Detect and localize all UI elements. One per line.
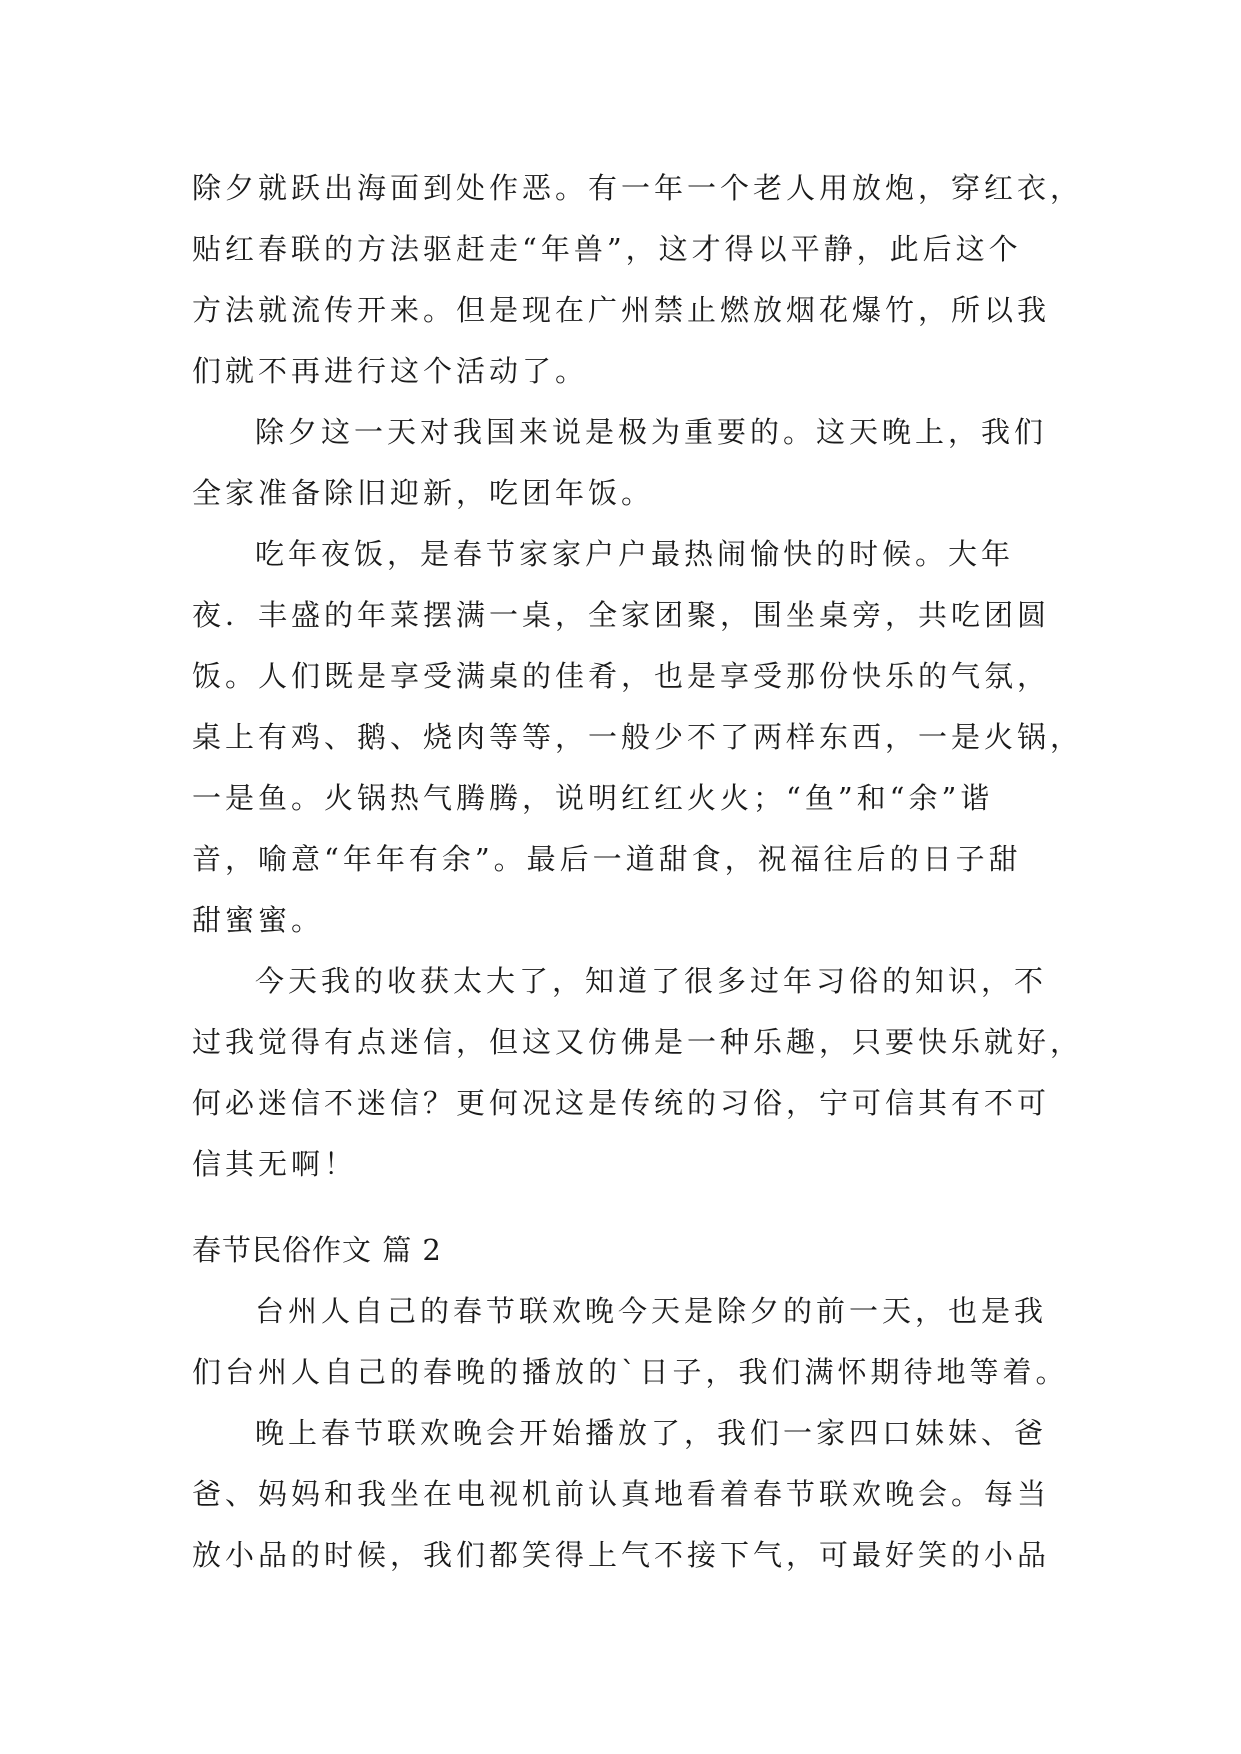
text-line: 放小品的时候，我们都笑得上气不接下气，可最好笑的小品 (192, 1538, 1051, 1572)
paragraph (192, 524, 1084, 951)
paragraph (192, 158, 1084, 402)
text-line: 除夕就跃出海面到处作恶。有一年一个老人用放炮，穿红衣， (192, 171, 1084, 205)
text-line: 音，喻意“年年有余”。最后一道甜食，祝福往后的日子甜 (192, 842, 1022, 876)
text-line: 台州人自己的春节联欢晚今天是除夕的前一天，也是我 (255, 1294, 1048, 1328)
text-line: 爸、妈妈和我坐在电视机前认真地看着春节联欢晚会。每当 (192, 1477, 1051, 1511)
text-line: 晚上春节联欢晚会开始播放了，我们一家四口妹妹、爸 (255, 1416, 1048, 1450)
section-gap (192, 1195, 1072, 1220)
text-line: 今天我的收获太大了，知道了很多过年习俗的知识，不 (255, 964, 1048, 998)
text-line: 全家准备除旧迎新，吃团年饭。 (192, 476, 655, 510)
text-line: 甜蜜蜜。 (192, 903, 325, 937)
text-line: 们台州人自己的春晚的播放的`日子，我们满怀期待地等着。 (192, 1355, 1069, 1389)
text-line: 何必迷信不迷信？更何况这是传统的习俗，宁可信其有不可 (192, 1086, 1051, 1120)
text-line: 夜．丰盛的年菜摆满一桌，全家团聚，围坐桌旁，共吃团圆 (192, 598, 1051, 632)
text-line: 方法就流传开来。但是现在广州禁止燃放烟花爆竹，所以我 (192, 293, 1051, 327)
text-line: 除夕这一天对我国来说是极为重要的。这天晚上，我们 (255, 415, 1048, 449)
text-line: 过我觉得有点迷信，但这又仿佛是一种乐趣，只要快乐就好， (192, 1025, 1084, 1059)
paragraph (192, 402, 1072, 524)
document-body (192, 158, 1084, 1586)
paragraph (192, 951, 1084, 1195)
text-line: 桌上有鸡、鹅、烧肉等等，一般少不了两样东西，一是火锅， (192, 720, 1084, 754)
paragraph (192, 1403, 1072, 1586)
section-heading: 春节民俗作文 篇 2 (192, 1233, 442, 1267)
text-line: 信其无啊！ (192, 1147, 358, 1181)
text-line: 饭。人们既是享受满桌的佳肴，也是享受那份快乐的气氛， (192, 659, 1051, 693)
text-line: 一是鱼。火锅热气腾腾，说明红红火火；“鱼”和“余”谐 (192, 781, 994, 815)
text-line: 吃年夜饭，是春节家家户户最热闹愉快的时候。大年 (255, 537, 1015, 571)
paragraph (192, 1281, 1072, 1403)
text-line: 们就不再进行这个活动了。 (192, 354, 589, 388)
text-line: 贴红春联的方法驱赶走“年兽”，这才得以平静，此后这个 (192, 232, 1022, 266)
